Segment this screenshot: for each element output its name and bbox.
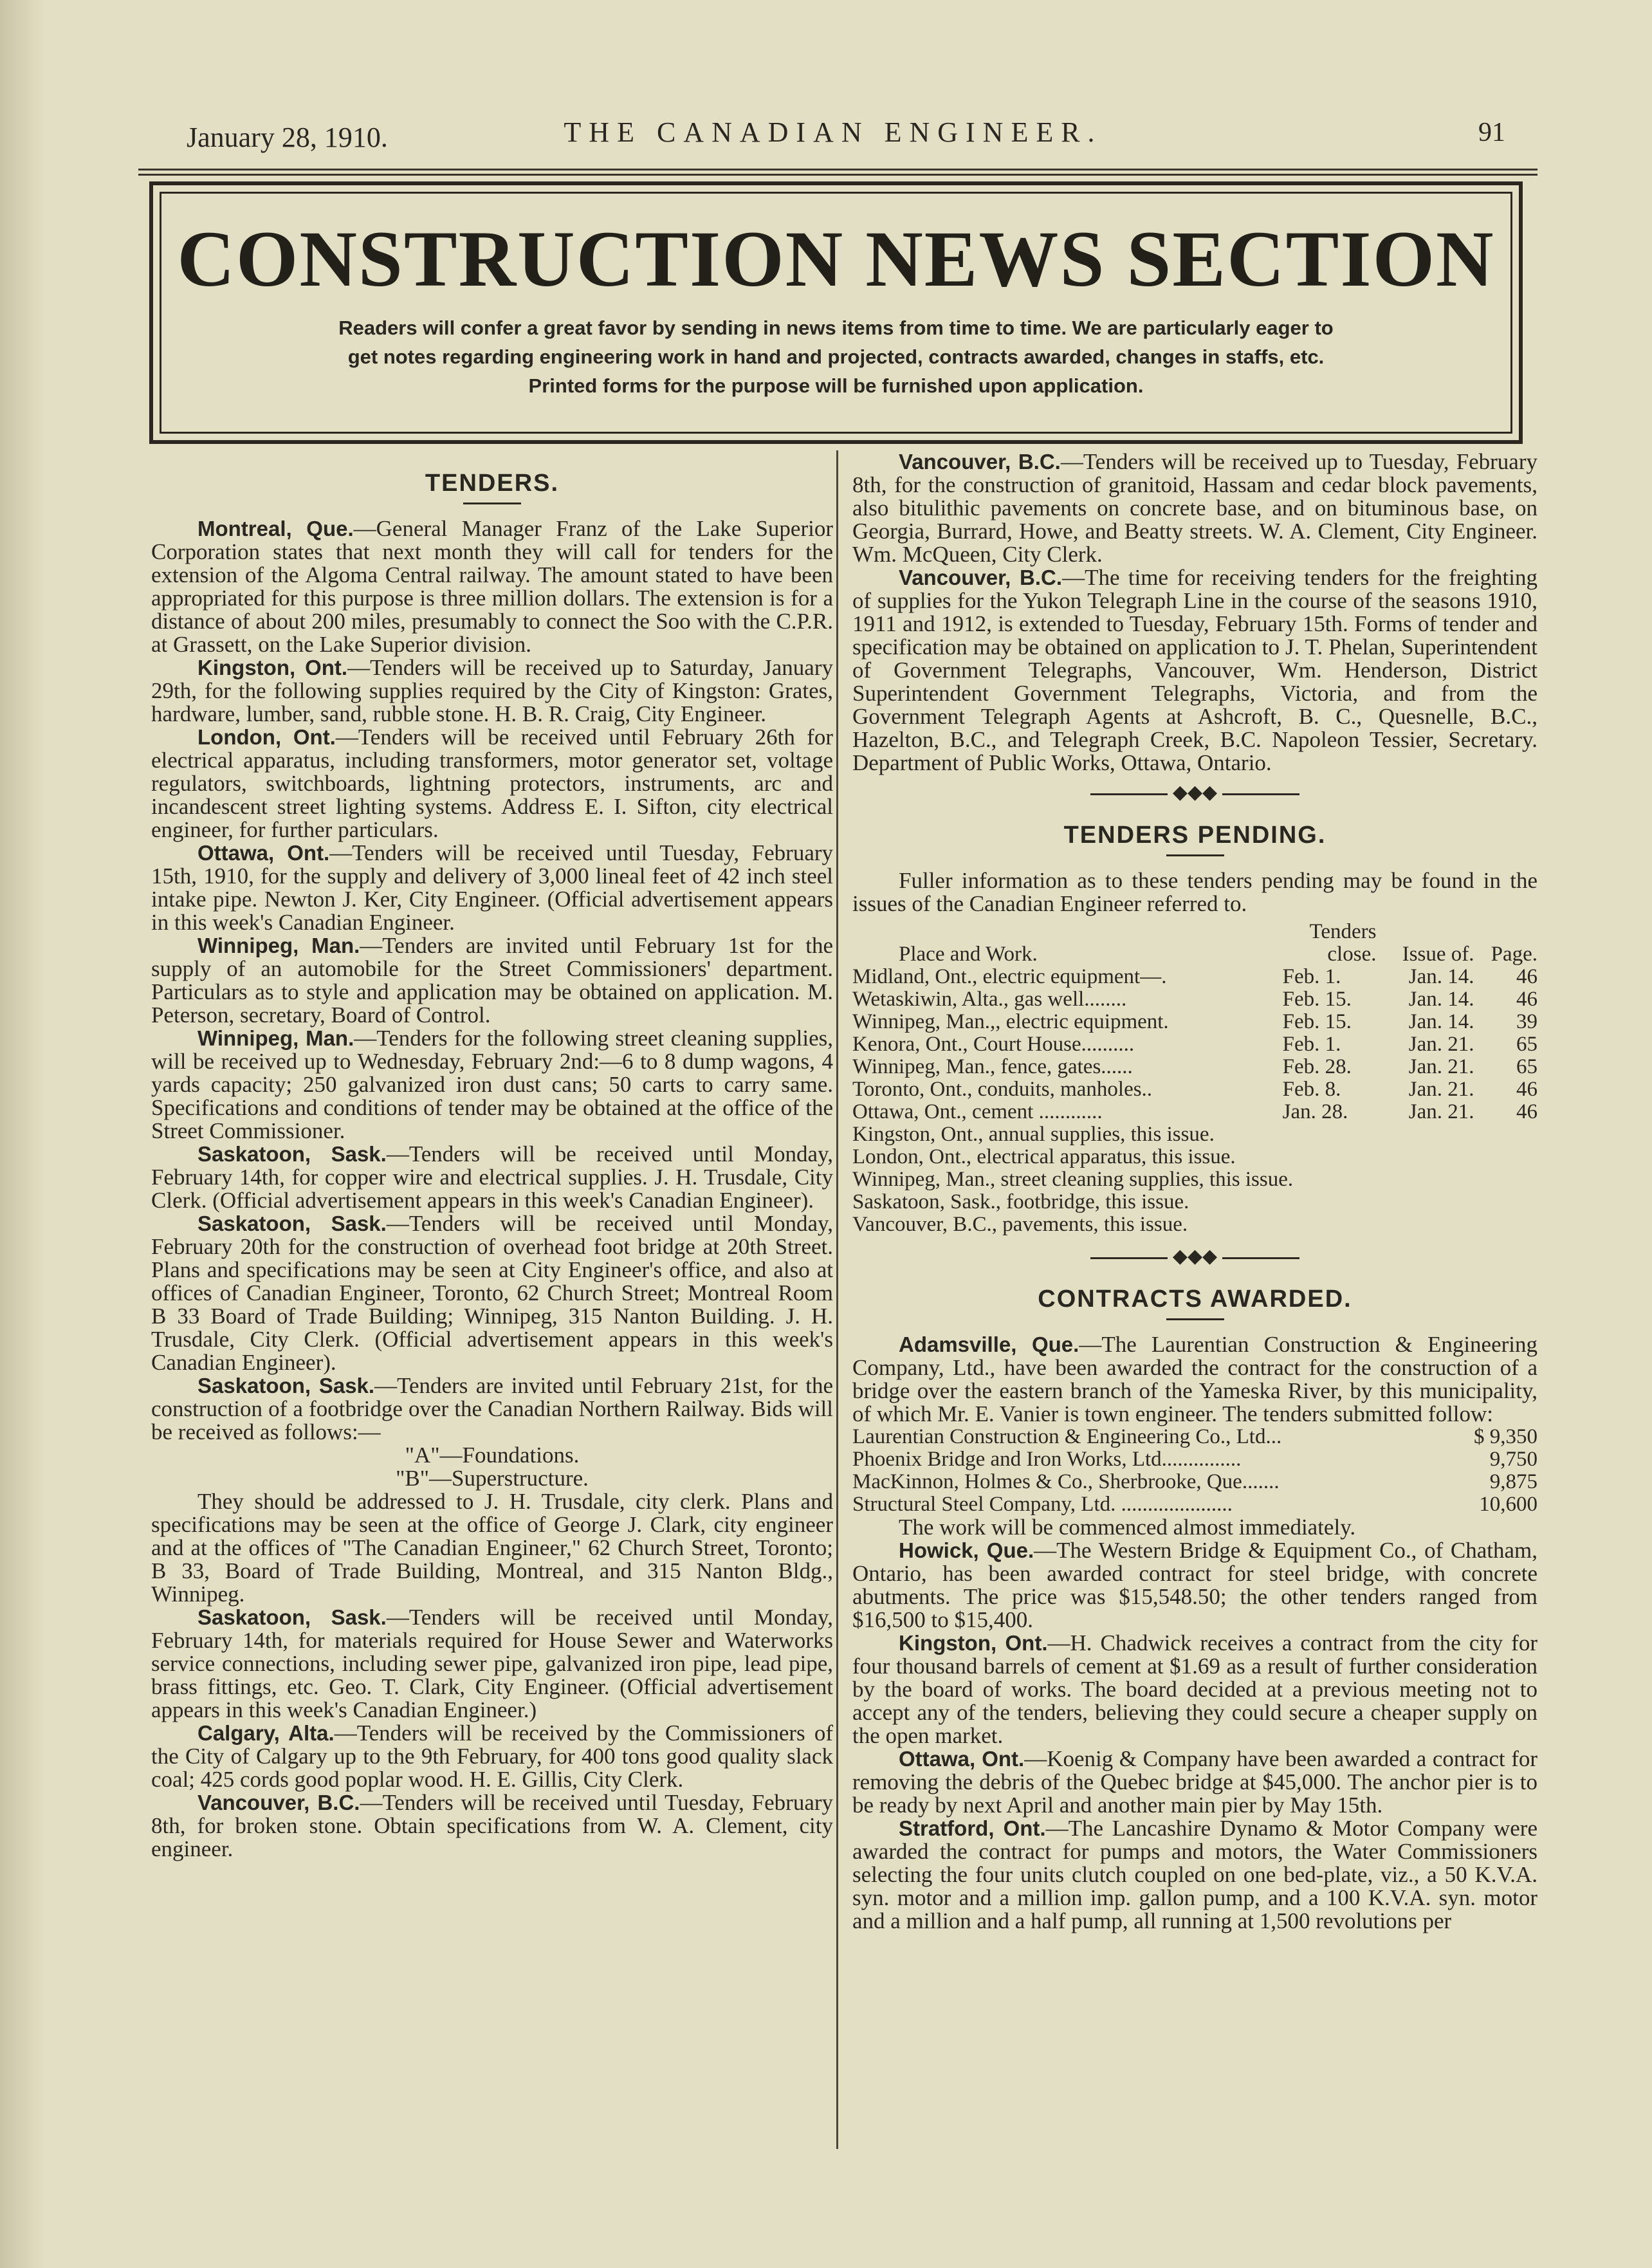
tender-text: —Tenders will be received until Tuesday, February 15th, 1910, for the supply and delivery of 3,000 lineal feet of 42 inch steel intake pipe. Newton J. Ker, City Engineer. (Official advertisement appears in this week's Canadian Engineer. — [151, 840, 834, 935]
bid-amount: 9,750 — [1489, 1448, 1537, 1471]
bid-row — [852, 1448, 1537, 1471]
pending-issue: Jan. 14. — [1408, 965, 1474, 988]
bid-row — [852, 1471, 1537, 1493]
col-header-page: Page. — [1491, 943, 1537, 966]
section-ornament: ◆◆◆ — [852, 781, 1537, 804]
tender-place: Ottawa, Ont. — [197, 841, 330, 865]
column-divider — [836, 450, 838, 2149]
tender-place: Vancouver, B.C. — [899, 450, 1061, 474]
tender-item — [852, 450, 1537, 566]
contract-place: Howick, Que. — [899, 1538, 1034, 1562]
pending-row — [852, 1056, 1537, 1078]
contract-text: —The Laurentian Construction & Engineering Company, Ltd., have been awarded the contract for the construction of a bridge over the eastern branch of the Yameska River, by this municipality, of which Mr. E. Vanier is town engineer. The tenders submitted follow: — [852, 1332, 1537, 1426]
pending-close: Feb. 8. — [1282, 1078, 1341, 1101]
heading-dash — [463, 502, 521, 504]
contract-place: Stratford, Ont. — [899, 1816, 1046, 1840]
tender-item — [151, 1722, 833, 1791]
header-rule — [138, 169, 1537, 171]
footbridge-part: "A"—Foundations. — [405, 1443, 580, 1468]
tender-place: Winnipeg, Man. — [197, 1026, 354, 1050]
page-number: 91 — [1478, 118, 1505, 147]
pending-place: Winnipeg, Man.,, electric equipment. — [852, 1010, 1169, 1033]
pending-extra-item: Winnipeg, Man., street cleaning supplies, this issue. — [852, 1168, 1294, 1191]
pending-issue: Jan. 14. — [1408, 1010, 1474, 1033]
pending-extra-item: Vancouver, B.C., pavements, this issue. — [852, 1213, 1188, 1236]
pending-row — [852, 988, 1537, 1011]
tender-place: Vancouver, B.C. — [899, 566, 1063, 589]
tender-item — [151, 1374, 833, 1444]
contract-item — [852, 1817, 1537, 1933]
tender-place: Saskatoon, Sask. — [197, 1374, 375, 1397]
tender-place: Saskatoon, Sask. — [197, 1212, 387, 1235]
tender-place: Saskatoon, Sask. — [197, 1142, 387, 1166]
journal-title: THE CANADIAN ENGINEER. — [564, 116, 1103, 148]
bid-name: Structural Steel Company, Ltd. ..................... — [852, 1493, 1233, 1516]
heading-dash — [1166, 1318, 1224, 1320]
tender-place: Saskatoon, Sask. — [197, 1605, 387, 1629]
contract-text: —Koenig & Company have been awarded a contract for removing the debris of the Quebec bridge at $45,000. The anchor pier is to be ready by next April and another main pier by May 15th. — [852, 1746, 1537, 1818]
contracts-awarded-heading: CONTRACTS AWARDED. — [1038, 1286, 1352, 1313]
pending-issue: Jan. 21. — [1408, 1033, 1474, 1056]
pending-extra-item: Saskatoon, Sask., footbridge, this issue. — [852, 1190, 1189, 1213]
running-head — [148, 109, 1518, 161]
pending-page: 46 — [1516, 1078, 1537, 1101]
bid-name: Laurentian Construction & Engineering Co., Ltd... — [852, 1425, 1282, 1448]
pending-page: 65 — [1516, 1055, 1537, 1078]
pending-issue: Jan. 21. — [1408, 1055, 1474, 1078]
pending-row — [852, 966, 1537, 988]
bid-amount: $ 9,350 — [1474, 1425, 1537, 1448]
pending-place: Toronto, Ont., conduits, manholes.. — [852, 1078, 1153, 1101]
contract-note: The work will be commenced almost immediately. — [899, 1515, 1356, 1540]
tender-place: Vancouver, B.C. — [197, 1791, 360, 1814]
tender-place: Kingston, Ont. — [197, 656, 348, 679]
contract-item — [852, 1539, 1537, 1632]
pending-row — [852, 1078, 1537, 1101]
bid-row — [852, 1426, 1537, 1448]
bids-table — [852, 1426, 1537, 1516]
bid-row — [852, 1493, 1537, 1516]
bid-name: MacKinnon, Holmes & Co., Sherbrooke, Que....... — [852, 1470, 1280, 1493]
bid-amount: 9,875 — [1489, 1470, 1537, 1493]
col-header-issue: Issue of. — [1402, 943, 1474, 966]
tender-text: —Tenders for the following street cleaning supplies, will be received up to Wednesday, February 2nd:—6 to 8 dump wagons, 4 yards capacity; 250 galvanized iron dust cans; 50 carts to carry same. Specifications and conditions of tender may be obtained at the office of the Street Commissioner. — [151, 1026, 833, 1143]
contract-text: —The Western Bridge & Equipment Co., of Chatham, Ontario, has been awarded contract for steel bridge, with concrete abutments. The price was $15,548.50; the other tenders ranged from $16,500 to $15,400. — [852, 1538, 1537, 1632]
tender-place: London, Ont. — [197, 725, 336, 749]
tender-item — [852, 566, 1537, 775]
col-header-close: close. — [1327, 943, 1377, 966]
tender-item — [151, 842, 833, 934]
pending-extra-item: London, Ont., electrical apparatus, this issue. — [852, 1145, 1236, 1168]
header-rule-2 — [138, 174, 1537, 176]
contract-place: Kingston, Ont. — [899, 1631, 1048, 1655]
tender-text: —Tenders are invited until February 21st, for the construction of a footbridge over the Canadian Northern Railway. Bids will be received as follows:— — [151, 1373, 833, 1444]
pending-close: Feb. 28. — [1282, 1055, 1352, 1078]
pending-page: 46 — [1516, 1100, 1537, 1123]
col-header-tenders: Tenders — [1309, 920, 1377, 943]
bid-amount: 10,600 — [1479, 1493, 1537, 1516]
heading-dash — [1166, 854, 1224, 856]
pending-page: 39 — [1516, 1010, 1537, 1033]
pending-place: Ottawa, Ont., cement ............ — [852, 1100, 1103, 1123]
contract-text: —The Lancashire Dynamo & Motor Company were awarded the contract for pumps and motors, the Water Commissioners selecting the four units clutch coupled on one bed-plate, viz., a 50 K.V.A. syn. motor and a million imp. gallon pump, and a 100 K.V.A. syn. motor and a million and a half pump, all running at 1,500 revolutions per — [852, 1816, 1538, 1933]
pending-row — [852, 1101, 1537, 1123]
pending-page: 46 — [1516, 965, 1537, 988]
section-ornament: ◆◆◆ — [852, 1245, 1537, 1268]
tender-item — [151, 726, 833, 842]
section-banner — [149, 181, 1523, 444]
pending-place: Wetaskiwin, Alta., gas well........ — [852, 988, 1127, 1011]
pending-place: Midland, Ont., electric equipment—. — [852, 965, 1167, 988]
pending-page: 46 — [1516, 988, 1537, 1011]
pending-place: Kenora, Ont., Court House.......... — [852, 1033, 1135, 1056]
pending-intro: Fuller information as to these tenders pending may be found in the issues of the Canadian Engineer referred to. — [852, 868, 1537, 916]
tender-item — [151, 1606, 833, 1722]
contract-item — [852, 1747, 1537, 1817]
tender-place: Winnipeg, Man. — [197, 934, 360, 957]
pending-extra-item: Kingston, Ont., annual supplies, this issue. — [852, 1123, 1215, 1146]
tender-place: Calgary, Alta. — [197, 1721, 335, 1745]
col-header-place: Place and Work. — [899, 943, 1038, 966]
tender-item — [151, 1143, 833, 1212]
pending-place: Winnipeg, Man., fence, gates...... — [852, 1055, 1133, 1078]
banner-line: get notes regarding engineering work in hand and projected, contracts awarded, changes in staffs, etc. — [347, 346, 1325, 368]
pending-issue: Jan. 21. — [1408, 1100, 1474, 1123]
section-title: CONSTRUCTION NEWS SECTION — [177, 215, 1495, 303]
pending-header-row — [852, 921, 1537, 943]
left-column — [151, 460, 833, 1861]
tender-place: Montreal, Que. — [197, 517, 354, 540]
pending-issue: Jan. 21. — [1408, 1078, 1474, 1101]
pending-page: 65 — [1516, 1033, 1537, 1056]
tender-item — [151, 656, 833, 726]
contract-item — [852, 1333, 1537, 1426]
banner-notice — [161, 313, 1510, 400]
tender-text: —Tenders will be received by the Commissioners of the City of Calgary up to the 9th February, for 400 tons good quality slack coal; 425 cords good poplar wood. H. E. Gillis, City Clerk. — [151, 1720, 834, 1792]
tender-item — [151, 1791, 833, 1861]
tender-text: —Tenders will be received until Monday, February 14th, for copper wire and electrical supplies. J. H. Trusdale, City Clerk. (Official advertisement appears in this week's Canadian Engineer). — [151, 1141, 833, 1213]
contract-place: Adamsville, Que. — [899, 1332, 1079, 1356]
banner-inner-frame — [160, 192, 1512, 434]
tender-text: —The time for receiving tenders for the freighting of supplies for the Yukon Telegraph Line in the course of the seasons 1910, 1911 and 1912, is extended to Tuesday, February 15th. Forms of tender and specification may be obtained on application to J. T. Phelan, Superintendent of Government Telegraphs, Vancouver, Wm. Henderson, District Superintendent Government Telegraphs, Victoria, and from the Government Telegraph Agents at Ashcroft, B. C., Quesnelle, B.C., Hazelton, B.C., and Telegraph Creek, B.C. Napoleon Tessier, Secretary. Department of Public Works, Ottawa, Ontario. — [852, 565, 1537, 775]
tender-text: —Tenders will be received until Monday, February 20th for the construction of overhead foot bridge at 20th Street. Plans and specifications may be seen at City Engineer's office, and also at offices of Canadian Engineer, Toronto, 62 Church Street; Montreal Room B 33 Board of Trade Building; Winnipeg, 315 Nanton Building. J. H. Trusdale, City Clerk. (Official advertisement appears in this week's Canadian Engineer). — [151, 1211, 833, 1375]
tender-text: —Tenders will be received up to Tuesday, February 8th, for the construction of granitoid, Hassam and cedar block pavements, also bitulithic pavements on concrete base, and on bituminous base, on Georgia, Burrard, Howe, and Beatty streets. W. A. Clement, City Engineer. Wm. McQueen, City Clerk. — [852, 449, 1537, 567]
pending-row — [852, 1011, 1537, 1033]
pending-table — [852, 921, 1537, 1123]
tender-text: —Tenders will be received up to Saturday, January 29th, for the following supplies required by the City of Kingston: Grates, hardware, lumber, sand, rubble stone. H. B. R. Craig, City Engineer. — [151, 655, 833, 726]
tender-item — [151, 1212, 833, 1374]
tender-text-continued: They should be addressed to J. H. Trusdale, city clerk. Plans and specifications may be seen at the office of George J. Clark, city engineer and at the offices of "The Canadian Engineer," 62 Church Street, Toronto; B 33, Board of Trade Building, Montreal, and 315 Nanton Bldg., Winnipeg. — [151, 1489, 833, 1607]
tenders-heading: TENDERS. — [425, 470, 560, 497]
pending-close: Feb. 15. — [1282, 988, 1352, 1011]
pending-issue: Jan. 14. — [1408, 988, 1474, 1011]
pending-header-row — [852, 943, 1537, 966]
banner-line: Printed forms for the purpose will be furnished upon application. — [528, 374, 1144, 397]
pending-close: Feb. 1. — [1282, 965, 1341, 988]
contract-place: Ottawa, Ont. — [899, 1747, 1025, 1771]
bid-name: Phoenix Bridge and Iron Works, Ltd............... — [852, 1448, 1242, 1471]
right-column — [852, 450, 1537, 1933]
tender-text: —Tenders are invited until February 1st for the supply of an automobile for the Street Commissioners' department. Particulars as to style and application may be obtained on application. M. Peterson, secretary, Board of Control. — [151, 933, 833, 1028]
pending-close: Jan. 28. — [1282, 1100, 1348, 1123]
contract-text: —H. Chadwick receives a contract from the city for four thousand barrels of cement at $1.69 as a result of further consideration by the board of works. The board decided at a previous meeting not to accept any of the tenders, believing they could secure a cheaper supply on the open market. — [852, 1630, 1537, 1748]
tender-item — [151, 517, 833, 656]
tender-item — [151, 934, 833, 1027]
tender-text: —General Manager Franz of the Lake Superior Corporation states that next month they will call for tenders for the extension of the Algoma Central railway. The amount stated to have been appropriated for this purpose is three million dollars. The extension is for a distance of about 200 miles, presumably to connect the Soo with the C.P.R. at Grassett, on the Lake Superior division. — [151, 516, 833, 657]
pending-close: Feb. 1. — [1282, 1033, 1341, 1056]
tender-text: —Tenders will be received until February 26th for electrical apparatus, including transformers, motor generator set, voltage regulators, switchboards, lightning protectors, instruments, arc and incandescent street lighting systems. Address E. I. Sifton, city electrical engineer, for further particulars. — [151, 724, 833, 842]
contract-item — [852, 1632, 1537, 1747]
issue-date: January 28, 1910. — [187, 122, 388, 153]
tender-text: —Tenders will be received until Tuesday, February 8th, for broken stone. Obtain specifications from W. A. Clement, city engineer. — [151, 1790, 834, 1861]
page-gutter-shadow — [0, 0, 45, 2268]
pending-extra-list — [852, 1123, 1537, 1236]
tender-text: —Tenders will be received until Monday, February 14th, for materials required for House Sewer and Waterworks service connections, including sewer pipe, galvanized iron pipe, lead pipe, brass fittings, etc. Geo. T. Clark, City Engineer. (Official advertisement appears in this week's Canadian Engineer.) — [151, 1605, 833, 1722]
banner-line: Readers will confer a great favor by sending in news items from time to time. We are particularly eager to — [338, 317, 1334, 339]
footbridge-part: "B"—Superstructure. — [396, 1466, 589, 1491]
pending-row — [852, 1033, 1537, 1056]
pending-close: Feb. 15. — [1282, 1010, 1352, 1033]
tenders-pending-heading: TENDERS PENDING. — [1063, 822, 1326, 849]
tender-item — [151, 1027, 833, 1143]
